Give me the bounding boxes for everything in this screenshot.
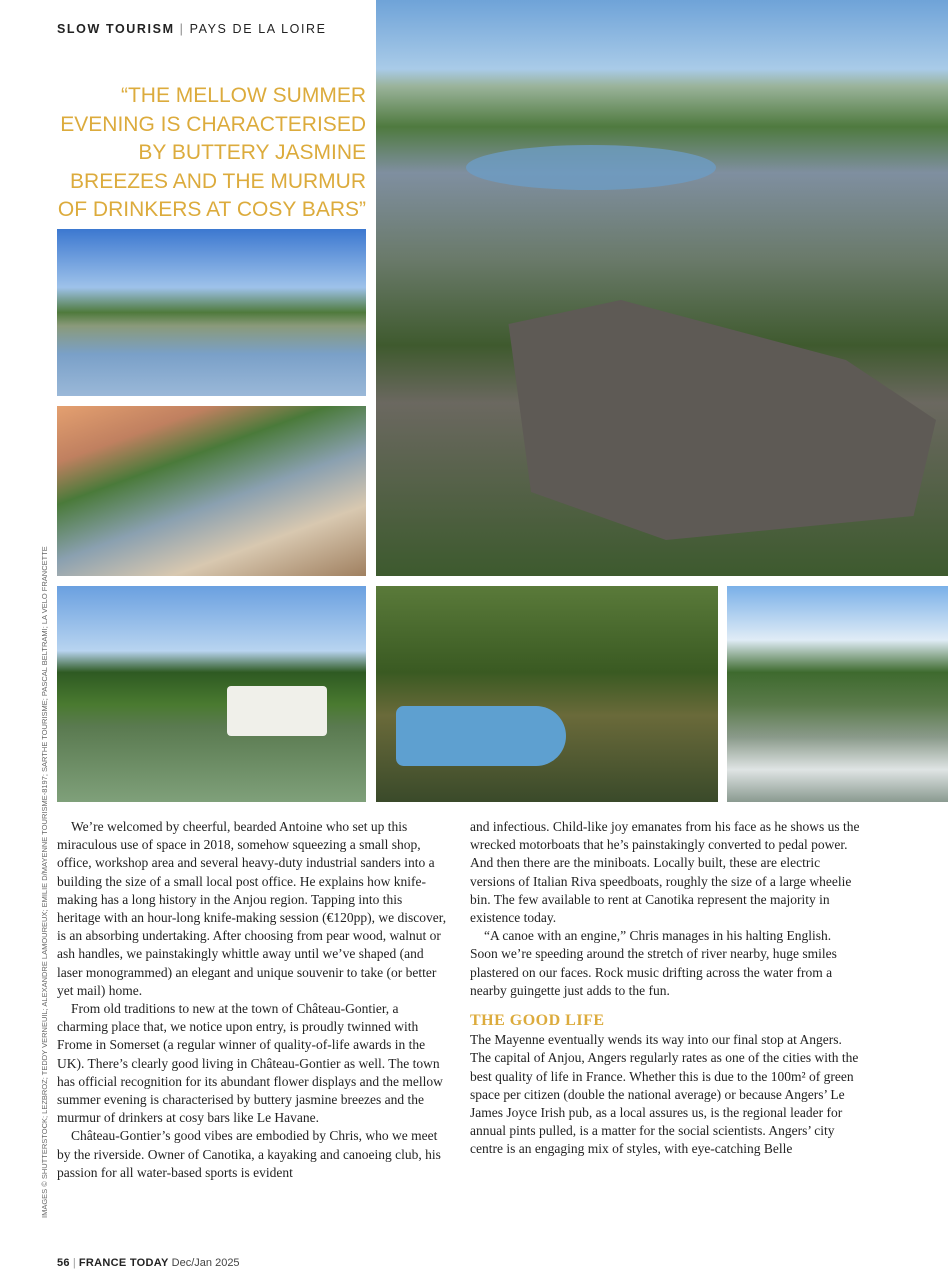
paragraph: From old traditions to new at the town of Château-Gontier, a charming place that, we notice upon entry, is proudly twinned with Frome in Somerset (a regular winner of quality-of-life awards in the UK). There’s clearly good living in Château-Gontier as well. The town has official recognition for its abundant flower displays and the mellow summer evening is characterised by buttery jasmine breezes and the murmur of drinkers at cosy bars like Le Havane. (57, 1001, 443, 1126)
paragraph: We’re welcomed by cheerful, bearded Antoine who set up this miraculous use of space in 2018, somehow squeezing a small shop, office, workshop area and several heavy-duty industrial sanders into a building the size of a small local post office. He explains how knife-making has a long history in the Anjou region. Tapping into this heritage with an hour-long knife-making session (€120pp), we discover, is an absorbing undertaking. After choosing from pear wood, walnut or ash handles, we painstakingly whittle away until we’ve shaped (and laser monogrammed) an elegant and unique souvenir to take (or better yet mail) home. (57, 819, 447, 998)
photo-credit: IMAGES © SHUTTERSTOCK; LEZBROZ; TEDDY VERNEUIL; ALEXANDRE LAMOUREUX; EMILIE D/MAYENNE TOURISME-8197; SARTHE TOURISME; PASCAL BELTRAMI; LA VELO FRANCETTE (40, 546, 49, 1218)
photo-miniboat (376, 586, 718, 802)
section-name: SLOW TOURISM (57, 22, 175, 36)
paragraph: Château-Gontier’s good vibes are embodied by Chris, who we meet by the riverside. Owner of Canotika, a kayaking and canoeing club, his passion for all water-based sports is evident (57, 1128, 441, 1180)
photo-waterskiing (727, 586, 948, 802)
section-header (57, 22, 327, 36)
left-column (57, 818, 449, 1182)
pull-quote: “THE MELLOW SUMMER EVENING IS CHARACTERISED BY BUTTERY JASMINE BREEZES AND THE MURMUR OF DRINKERS AT COSY BARS” (57, 84, 366, 221)
photo-cafe-terrace (57, 406, 366, 576)
photo-boats-river (57, 586, 366, 802)
paragraph: “A canoe with an engine,” Chris manages in his halting English. Soon we’re speeding around the stretch of river nearby, huge smiles plastered on our faces. Rock music drifting across the water from a nearby guingette just adds to the fun. (470, 928, 837, 998)
region-name: PAYS DE LA LOIRE (189, 22, 327, 36)
right-column (470, 818, 862, 1159)
photo-angers-chateau-aerial (376, 0, 948, 576)
photo-river-mill (57, 229, 366, 396)
paragraph: and infectious. Child-like joy emanates from his face as he shows us the wrecked motorboats that he’s painstakingly converted to pedal power. And then there are the miniboats. Locally built, these are electric versions of Italian Riva speedboats, roughly the size of a large wheelie bin. The few available to rent at Canotika represent the majority in existence today. (470, 819, 860, 926)
riva-miniboat (396, 706, 566, 766)
pedal-boat (227, 686, 327, 736)
page-number: 56 (57, 1257, 70, 1269)
paragraph: The Mayenne eventually wends its way into our final stop at Angers. The capital of Anjou, Angers regularly rates as one of the cities with the best quality of life in France. Whether this is due to the 100m² of green space per citizen (double the national average) or because Angers’ Le James Joyce Irish pub, as a local assures us, is the regional leader for annual pints pulled, is a matter for the social scientists. Angers’ city centre is an engaging mix of styles, with eye-catching Belle (470, 1032, 859, 1157)
separator: | (179, 22, 185, 36)
magazine-name: FRANCE TODAY (78, 1257, 169, 1269)
page-footer (57, 1257, 240, 1269)
issue-date: Dec/Jan 2025 (171, 1257, 240, 1269)
castle (486, 300, 936, 540)
separator: | (72, 1257, 76, 1269)
subheading: THE GOOD LIFE (470, 1012, 605, 1030)
river (466, 145, 716, 190)
